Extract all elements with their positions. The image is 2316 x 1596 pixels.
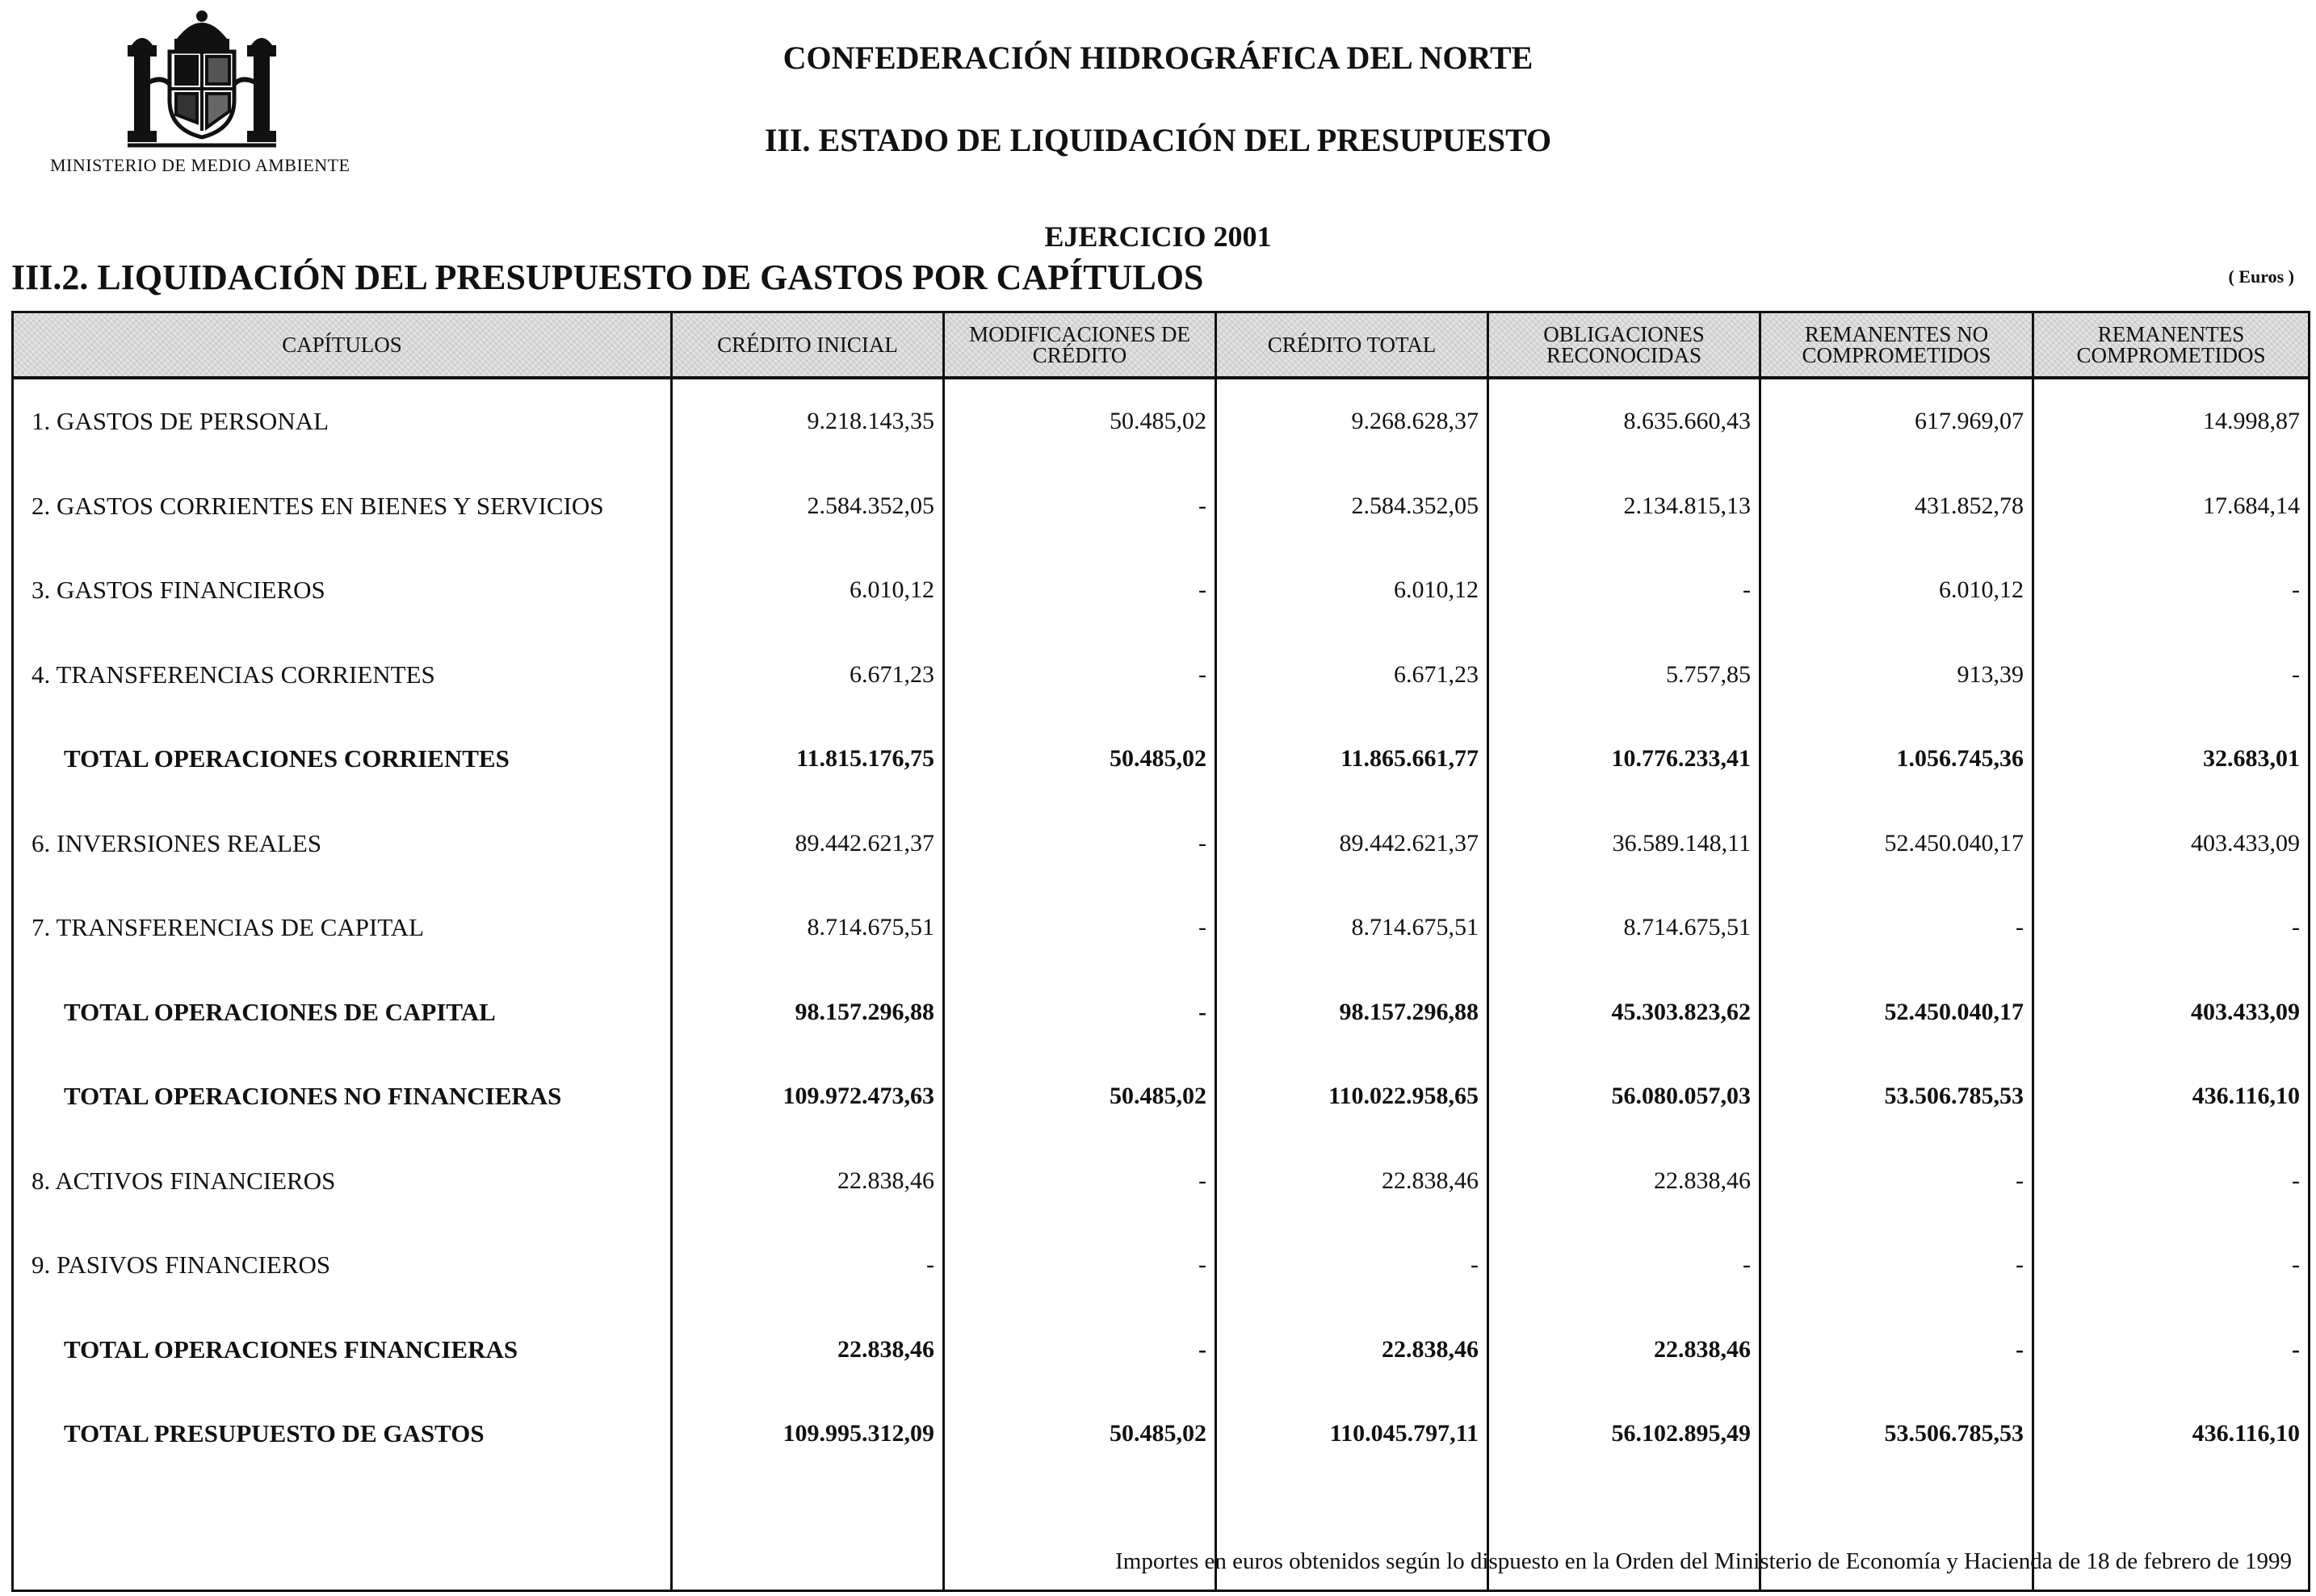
section-title: III.2. LIQUIDACIÓN DEL PRESUPUESTO DE GASTOS POR CAPÍTULOS bbox=[11, 258, 1204, 297]
row-label: TOTAL OPERACIONES NO FINANCIERAS bbox=[13, 1054, 672, 1139]
table-cell: - bbox=[944, 633, 1216, 718]
table-row bbox=[13, 970, 2310, 1055]
row-label: 8. ACTIVOS FINANCIEROS bbox=[13, 1139, 672, 1224]
table-cell: - bbox=[1216, 1223, 1488, 1308]
table-cell: 22.838,46 bbox=[672, 1308, 944, 1393]
table-cell: 22.838,46 bbox=[1216, 1308, 1488, 1393]
table-cell: 2.134.815,13 bbox=[1488, 464, 1760, 549]
table-cell: - bbox=[944, 802, 1216, 886]
table-cell: 9.218.143,35 bbox=[672, 378, 944, 464]
table-cell: 98.157.296,88 bbox=[672, 970, 944, 1055]
statement-title: III. ESTADO DE LIQUIDACIÓN DEL PRESUPUESTO bbox=[764, 122, 1552, 158]
row-label: 3. GASTOS FINANCIEROS bbox=[13, 548, 672, 633]
table-header-row bbox=[13, 312, 2310, 379]
row-label: TOTAL PRESUPUESTO DE GASTOS bbox=[13, 1392, 672, 1477]
organization-title: CONFEDERACIÓN HIDROGRÁFICA DEL NORTE bbox=[782, 40, 1534, 76]
table-cell: 17.684,14 bbox=[2033, 464, 2310, 549]
table-cell: 22.838,46 bbox=[1488, 1308, 1760, 1393]
row-label: 1. GASTOS DE PERSONAL bbox=[13, 378, 672, 464]
table-row bbox=[13, 633, 2310, 718]
table-cell: 109.972.473,63 bbox=[672, 1054, 944, 1139]
table-cell: - bbox=[944, 464, 1216, 549]
table-cell: - bbox=[944, 1223, 1216, 1308]
table-cell: 50.485,02 bbox=[944, 378, 1216, 464]
table-cell: 8.714.675,51 bbox=[1216, 886, 1488, 970]
table-cell: 22.838,46 bbox=[1488, 1139, 1760, 1224]
footnote: Importes en euros obtenidos según lo dispuesto en la Orden del Ministerio de Economía y Hacienda de 18 de febrero de 1999 bbox=[1115, 1548, 2292, 1574]
row-label: 9. PASIVOS FINANCIEROS bbox=[13, 1223, 672, 1308]
table-row bbox=[13, 1392, 2310, 1477]
table-cell: - bbox=[1760, 886, 2033, 970]
empty-cell bbox=[672, 1477, 944, 1591]
table-cell: 2.584.352,05 bbox=[1216, 464, 1488, 549]
table-cell: 89.442.621,37 bbox=[1216, 802, 1488, 886]
table-cell: - bbox=[2033, 548, 2310, 633]
table-cell: - bbox=[2033, 633, 2310, 718]
table-cell: 436.116,10 bbox=[2033, 1392, 2310, 1477]
table-cell: 6.671,23 bbox=[672, 633, 944, 718]
table-cell: - bbox=[1760, 1223, 2033, 1308]
table-cell: 6.671,23 bbox=[1216, 633, 1488, 718]
table-cell: 98.157.296,88 bbox=[1216, 970, 1488, 1055]
table-cell: 22.838,46 bbox=[1216, 1139, 1488, 1224]
table-cell: - bbox=[1488, 1223, 1760, 1308]
table-cell: 2.584.352,05 bbox=[672, 464, 944, 549]
table-cell: 403.433,09 bbox=[2033, 802, 2310, 886]
table-cell: 45.303.823,62 bbox=[1488, 970, 1760, 1055]
table-cell: - bbox=[944, 970, 1216, 1055]
table-cell: 53.506.785,53 bbox=[1760, 1392, 2033, 1477]
table-cell: 109.995.312,09 bbox=[672, 1392, 944, 1477]
table-row bbox=[13, 548, 2310, 633]
table-cell: 52.450.040,17 bbox=[1760, 802, 2033, 886]
table-cell: - bbox=[2033, 886, 2310, 970]
table-cell: - bbox=[944, 548, 1216, 633]
table-cell: 56.102.895,49 bbox=[1488, 1392, 1760, 1477]
table-cell: 53.506.785,53 bbox=[1760, 1054, 2033, 1139]
table-cell: 32.683,01 bbox=[2033, 717, 2310, 802]
table-cell: 14.998,87 bbox=[2033, 378, 2310, 464]
table-cell: 52.450.040,17 bbox=[1760, 970, 2033, 1055]
table-row bbox=[13, 464, 2310, 549]
row-label: TOTAL OPERACIONES DE CAPITAL bbox=[13, 970, 672, 1055]
table-cell: 89.442.621,37 bbox=[672, 802, 944, 886]
table-cell: 436.116,10 bbox=[2033, 1054, 2310, 1139]
table-row bbox=[13, 717, 2310, 802]
row-label: 2. GASTOS CORRIENTES EN BIENES Y SERVICIOS bbox=[13, 464, 672, 549]
empty-cell bbox=[13, 1477, 672, 1591]
table-cell: - bbox=[2033, 1139, 2310, 1224]
table-cell: 6.010,12 bbox=[1216, 548, 1488, 633]
row-label: TOTAL OPERACIONES CORRIENTES bbox=[13, 717, 672, 802]
table-cell: - bbox=[1760, 1308, 2033, 1393]
table-cell: 431.852,78 bbox=[1760, 464, 2033, 549]
table-row bbox=[13, 802, 2310, 886]
table-cell: 8.635.660,43 bbox=[1488, 378, 1760, 464]
table-cell: - bbox=[672, 1223, 944, 1308]
table-cell: 36.589.148,11 bbox=[1488, 802, 1760, 886]
table-cell: 11.815.176,75 bbox=[672, 717, 944, 802]
table-cell: 50.485,02 bbox=[944, 717, 1216, 802]
table-row bbox=[13, 1139, 2310, 1224]
table-cell: 11.865.661,77 bbox=[1216, 717, 1488, 802]
table-cell: 403.433,09 bbox=[2033, 970, 2310, 1055]
table-cell: - bbox=[944, 1308, 1216, 1393]
table-cell: 50.485,02 bbox=[944, 1054, 1216, 1139]
table-cell: 617.969,07 bbox=[1760, 378, 2033, 464]
table-cell: 9.268.628,37 bbox=[1216, 378, 1488, 464]
budget-table bbox=[11, 311, 2310, 1592]
column-header: REMANENTES COMPROMETIDOS bbox=[2033, 312, 2310, 379]
row-label: 6. INVERSIONES REALES bbox=[13, 802, 672, 886]
table-cell: 110.022.958,65 bbox=[1216, 1054, 1488, 1139]
table-row bbox=[13, 1223, 2310, 1308]
table-cell: - bbox=[2033, 1308, 2310, 1393]
table-row bbox=[13, 1054, 2310, 1139]
column-header: CRÉDITO TOTAL bbox=[1216, 312, 1488, 379]
table-cell: 5.757,85 bbox=[1488, 633, 1760, 718]
ministry-name: MINISTERIO DE MEDIO AMBIENTE bbox=[50, 155, 350, 175]
fiscal-year: EJERCICIO 2001 bbox=[1044, 220, 1272, 253]
table-cell: 56.080.057,03 bbox=[1488, 1054, 1760, 1139]
column-header: OBLIGACIONES RECONOCIDAS bbox=[1488, 312, 1760, 379]
table-cell: - bbox=[2033, 1223, 2310, 1308]
table-cell: 8.714.675,51 bbox=[1488, 886, 1760, 970]
table-cell: 8.714.675,51 bbox=[672, 886, 944, 970]
table-cell: 110.045.797,11 bbox=[1216, 1392, 1488, 1477]
table-cell: 6.010,12 bbox=[1760, 548, 2033, 633]
row-label: 7. TRANSFERENCIAS DE CAPITAL bbox=[13, 886, 672, 970]
table-row bbox=[13, 1308, 2310, 1393]
table-cell: 1.056.745,36 bbox=[1760, 717, 2033, 802]
column-header: CAPÍTULOS bbox=[13, 312, 672, 379]
table-cell: - bbox=[944, 1139, 1216, 1224]
table-cell: 6.010,12 bbox=[672, 548, 944, 633]
table-cell: - bbox=[1488, 548, 1760, 633]
table-row bbox=[13, 886, 2310, 970]
table-cell: 913,39 bbox=[1760, 633, 2033, 718]
column-header: MODIFICACIONES DE CRÉDITO bbox=[944, 312, 1216, 379]
table-cell: 22.838,46 bbox=[672, 1139, 944, 1224]
row-label: TOTAL OPERACIONES FINANCIERAS bbox=[13, 1308, 672, 1393]
table-cell: - bbox=[944, 886, 1216, 970]
column-header: REMANENTES NO COMPROMETIDOS bbox=[1760, 312, 2033, 379]
table-cell: 10.776.233,41 bbox=[1488, 717, 1760, 802]
table-row bbox=[13, 378, 2310, 464]
column-header: CRÉDITO INICIAL bbox=[672, 312, 944, 379]
table-cell: 50.485,02 bbox=[944, 1392, 1216, 1477]
row-label: 4. TRANSFERENCIAS CORRIENTES bbox=[13, 633, 672, 718]
currency-unit: ( Euros ) bbox=[2228, 266, 2294, 287]
table-body bbox=[13, 378, 2310, 1590]
table-cell: - bbox=[1760, 1139, 2033, 1224]
